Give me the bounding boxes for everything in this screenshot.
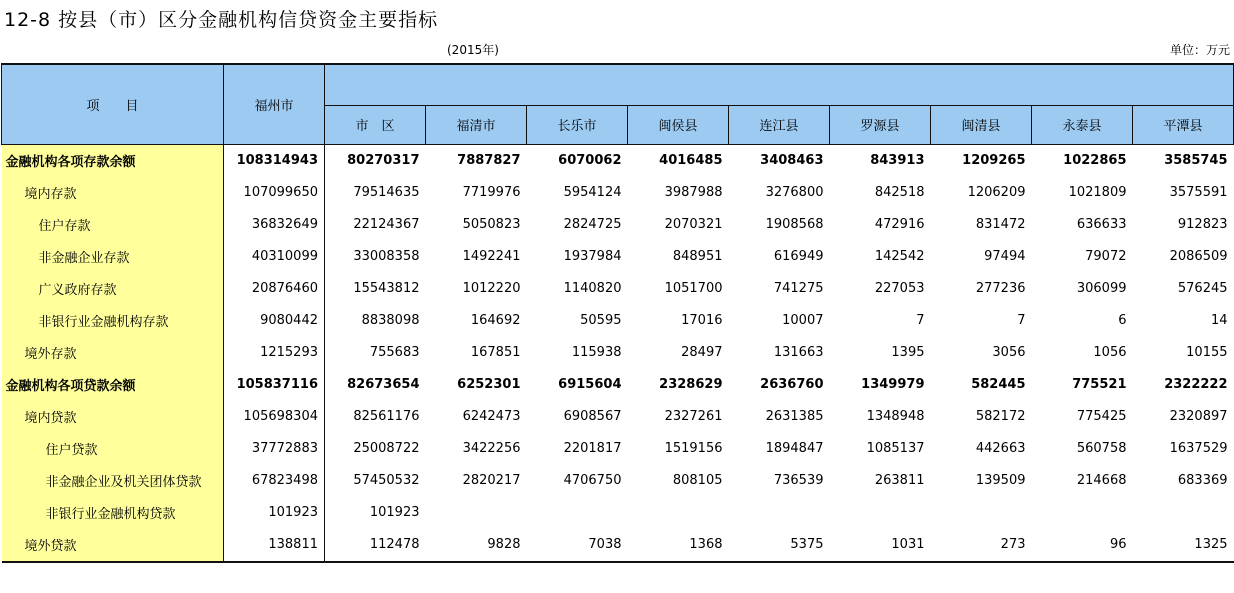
table-cell: 1085137 — [866, 441, 925, 456]
table-cell: 3408463 — [760, 153, 824, 168]
table-cell: 1395 — [891, 345, 925, 360]
header-district: 闽清县 — [931, 105, 1032, 144]
page-title: 12-8 按县（市）区分金融机构信贷资金主要指标 — [4, 9, 439, 31]
table-cell: 40310099 — [224, 241, 325, 273]
row-label: 住户存款 — [2, 209, 224, 241]
table-cell: 4016485 — [659, 153, 723, 168]
table-cell: 6252301 — [457, 377, 521, 392]
table-cell: 808105 — [672, 473, 723, 488]
table-cell: 82673654 — [347, 377, 420, 392]
table-cell: 15543812 — [353, 281, 420, 296]
table-cell: 1031 — [830, 529, 931, 562]
table-cell: 1140820 — [563, 281, 622, 296]
table-cell: 1519156 — [664, 441, 723, 456]
table-row — [2, 465, 1234, 497]
table-cell: 842518 — [874, 185, 925, 200]
header-district: 长乐市 — [527, 105, 628, 144]
table-cell: 736539 — [773, 473, 824, 488]
table-cell: 10007 — [782, 313, 824, 328]
table-cell: 1368 — [628, 529, 729, 562]
table-cell: 560758 — [1076, 441, 1127, 456]
header-district: 罗源县 — [830, 105, 931, 144]
table-cell: 138811 — [224, 529, 325, 562]
table-row — [2, 273, 1234, 305]
table-cell: 576245 — [1177, 281, 1228, 296]
table-cell: 7 — [1017, 313, 1026, 328]
table-cell: 2636760 — [760, 377, 824, 392]
table-cell: 442663 — [975, 441, 1026, 456]
table-cell: 50595 — [580, 313, 622, 328]
table-cell: 79072 — [1085, 249, 1127, 264]
table-cell: 4706750 — [563, 473, 622, 488]
table-cell: 105837116 — [224, 369, 325, 401]
table-cell: 5375 — [729, 529, 830, 562]
row-label: 非金融企业存款 — [2, 241, 224, 273]
table-cell: 3422256 — [462, 441, 521, 456]
table-cell: 3276800 — [765, 185, 824, 200]
table-cell: 96 — [1032, 529, 1133, 562]
table-cell: 741275 — [773, 281, 824, 296]
table-cell: 2631385 — [765, 409, 824, 424]
table-cell: 97494 — [984, 249, 1026, 264]
header-district: 永泰县 — [1032, 105, 1133, 144]
row-label: 非银行业金融机构存款 — [2, 305, 224, 337]
table-cell: 82561176 — [353, 409, 420, 424]
table-cell: 1637529 — [1169, 441, 1228, 456]
row-label: 非银行业金融机构贷款 — [2, 497, 224, 529]
row-label: 广义政府存款 — [2, 273, 224, 305]
table-cell: 472916 — [874, 217, 925, 232]
table-cell: 6 — [1118, 313, 1127, 328]
table-cell: 17016 — [681, 313, 723, 328]
table-cell: 142542 — [874, 249, 925, 264]
table-cell: 101923 — [369, 505, 420, 520]
table-cell: 214668 — [1076, 473, 1127, 488]
header-district: 平潭县 — [1133, 105, 1234, 144]
table-cell: 5954124 — [563, 185, 622, 200]
table-cell: 2201817 — [563, 441, 622, 456]
table-cell: 2320897 — [1169, 409, 1228, 424]
table-cell: 843913 — [870, 153, 925, 168]
table-cell: 131663 — [773, 345, 824, 360]
table-cell: 5050823 — [462, 217, 521, 232]
table-cell — [1133, 497, 1234, 529]
table-cell: 112478 — [325, 529, 426, 562]
table-row — [2, 369, 1234, 401]
table-cell: 101923 — [224, 497, 325, 529]
table-row — [2, 144, 1234, 177]
table-cell: 25008722 — [353, 441, 420, 456]
table-row — [2, 305, 1234, 337]
table-cell: 1349979 — [861, 377, 925, 392]
table-cell: 1022865 — [1063, 153, 1127, 168]
table-row — [2, 529, 1234, 562]
table-row — [2, 401, 1234, 433]
row-label: 住户贷款 — [2, 433, 224, 465]
table-cell: 755683 — [369, 345, 420, 360]
table-cell: 6915604 — [558, 377, 622, 392]
header-district: 连江县 — [729, 105, 830, 144]
table-row — [2, 337, 1234, 369]
table-cell: 2327261 — [664, 409, 723, 424]
table-cell: 6242473 — [462, 409, 521, 424]
table-cell: 105698304 — [224, 401, 325, 433]
table-cell: 831472 — [975, 217, 1026, 232]
table-row — [2, 177, 1234, 209]
table-cell: 2322222 — [1164, 377, 1228, 392]
table-cell: 2820217 — [462, 473, 521, 488]
table-cell: 227053 — [874, 281, 925, 296]
table-cell: 28497 — [681, 345, 723, 360]
table-cell: 582172 — [975, 409, 1026, 424]
table-cell: 848951 — [672, 249, 723, 264]
table-cell: 57450532 — [353, 473, 420, 488]
table-cell: 10155 — [1186, 345, 1228, 360]
header-district: 闽侯县 — [628, 105, 729, 144]
table-cell — [527, 497, 628, 529]
table-cell: 7038 — [527, 529, 628, 562]
table-cell: 1051700 — [664, 281, 723, 296]
table-cell: 3585745 — [1164, 153, 1228, 168]
table-cell: 775521 — [1072, 377, 1127, 392]
row-label: 金融机构各项存款余额 — [2, 144, 224, 177]
table-cell: 1215293 — [224, 337, 325, 369]
row-label: 境外贷款 — [2, 529, 224, 562]
table-cell: 1325 — [1133, 529, 1234, 562]
table-cell: 306099 — [1076, 281, 1127, 296]
table-cell: 3575591 — [1169, 185, 1228, 200]
table-cell: 7887827 — [457, 153, 521, 168]
table-cell: 775425 — [1076, 409, 1127, 424]
year-subtitle: (2015年) — [447, 43, 499, 57]
header-district: 市 区 — [325, 105, 426, 144]
table-row — [2, 241, 1234, 273]
table-cell: 273 — [931, 529, 1032, 562]
table-cell: 3056 — [992, 345, 1026, 360]
row-label: 非金融企业及机关团体贷款 — [2, 465, 224, 497]
table-cell: 683369 — [1177, 473, 1228, 488]
unit-label: 单位：万元 — [1169, 43, 1230, 57]
table-cell: 582445 — [971, 377, 1026, 392]
table-cell: 8838098 — [361, 313, 420, 328]
table-cell: 139509 — [975, 473, 1026, 488]
table-cell: 7719976 — [462, 185, 521, 200]
table-cell: 79514635 — [353, 185, 420, 200]
table-cell: 107099650 — [224, 177, 325, 209]
table-cell: 1206209 — [967, 185, 1026, 200]
table-cell: 2824725 — [563, 217, 622, 232]
table-cell: 1492241 — [462, 249, 521, 264]
table-cell: 1209265 — [962, 153, 1026, 168]
header-district: 福清市 — [426, 105, 527, 144]
indicator-table — [1, 63, 1234, 563]
table-cell — [426, 497, 527, 529]
table-cell: 1894847 — [765, 441, 824, 456]
table-cell: 167851 — [470, 345, 521, 360]
header-district-group — [325, 64, 1234, 105]
table-cell: 7 — [916, 313, 925, 328]
table-cell: 912823 — [1177, 217, 1228, 232]
table-cell — [931, 497, 1032, 529]
header-fuzhou: 福州市 — [224, 64, 325, 144]
header-item: 项 目 — [2, 64, 224, 144]
table-row — [2, 497, 1234, 529]
table-cell: 80270317 — [347, 153, 420, 168]
table-cell: 14 — [1210, 313, 1228, 328]
table-cell: 1937984 — [563, 249, 622, 264]
table-cell: 277236 — [975, 281, 1026, 296]
table-cell: 636633 — [1076, 217, 1127, 232]
table-cell: 36832649 — [224, 209, 325, 241]
table-cell: 263811 — [874, 473, 925, 488]
table-cell: 115938 — [571, 345, 622, 360]
row-label: 境内贷款 — [2, 401, 224, 433]
table-cell: 9828 — [426, 529, 527, 562]
row-label: 境外存款 — [2, 337, 224, 369]
table-cell: 9080442 — [224, 305, 325, 337]
table-cell — [628, 497, 729, 529]
table-cell: 1012220 — [462, 281, 521, 296]
table-cell — [830, 497, 931, 529]
table-cell: 6908567 — [563, 409, 622, 424]
table-cell: 164692 — [470, 313, 521, 328]
table-cell: 2086509 — [1169, 249, 1228, 264]
table-cell: 22124367 — [353, 217, 420, 232]
table-row — [2, 433, 1234, 465]
table-row — [2, 209, 1234, 241]
row-label: 金融机构各项贷款余额 — [2, 369, 224, 401]
table-cell — [729, 497, 830, 529]
table-cell: 2070321 — [664, 217, 723, 232]
table-cell: 1348948 — [866, 409, 925, 424]
table-cell: 37772883 — [224, 433, 325, 465]
table-cell: 3987988 — [664, 185, 723, 200]
table-cell: 67823498 — [224, 465, 325, 497]
table-cell — [1032, 497, 1133, 529]
table-cell: 20876460 — [224, 273, 325, 305]
table-cell: 616949 — [773, 249, 824, 264]
table-cell: 1021809 — [1068, 185, 1127, 200]
table-cell: 33008358 — [353, 249, 420, 264]
table-cell: 1908568 — [765, 217, 824, 232]
table-cell: 1056 — [1093, 345, 1127, 360]
table-cell: 6070062 — [558, 153, 622, 168]
table-cell: 108314943 — [224, 144, 325, 177]
row-label: 境内存款 — [2, 177, 224, 209]
table-cell: 2328629 — [659, 377, 723, 392]
